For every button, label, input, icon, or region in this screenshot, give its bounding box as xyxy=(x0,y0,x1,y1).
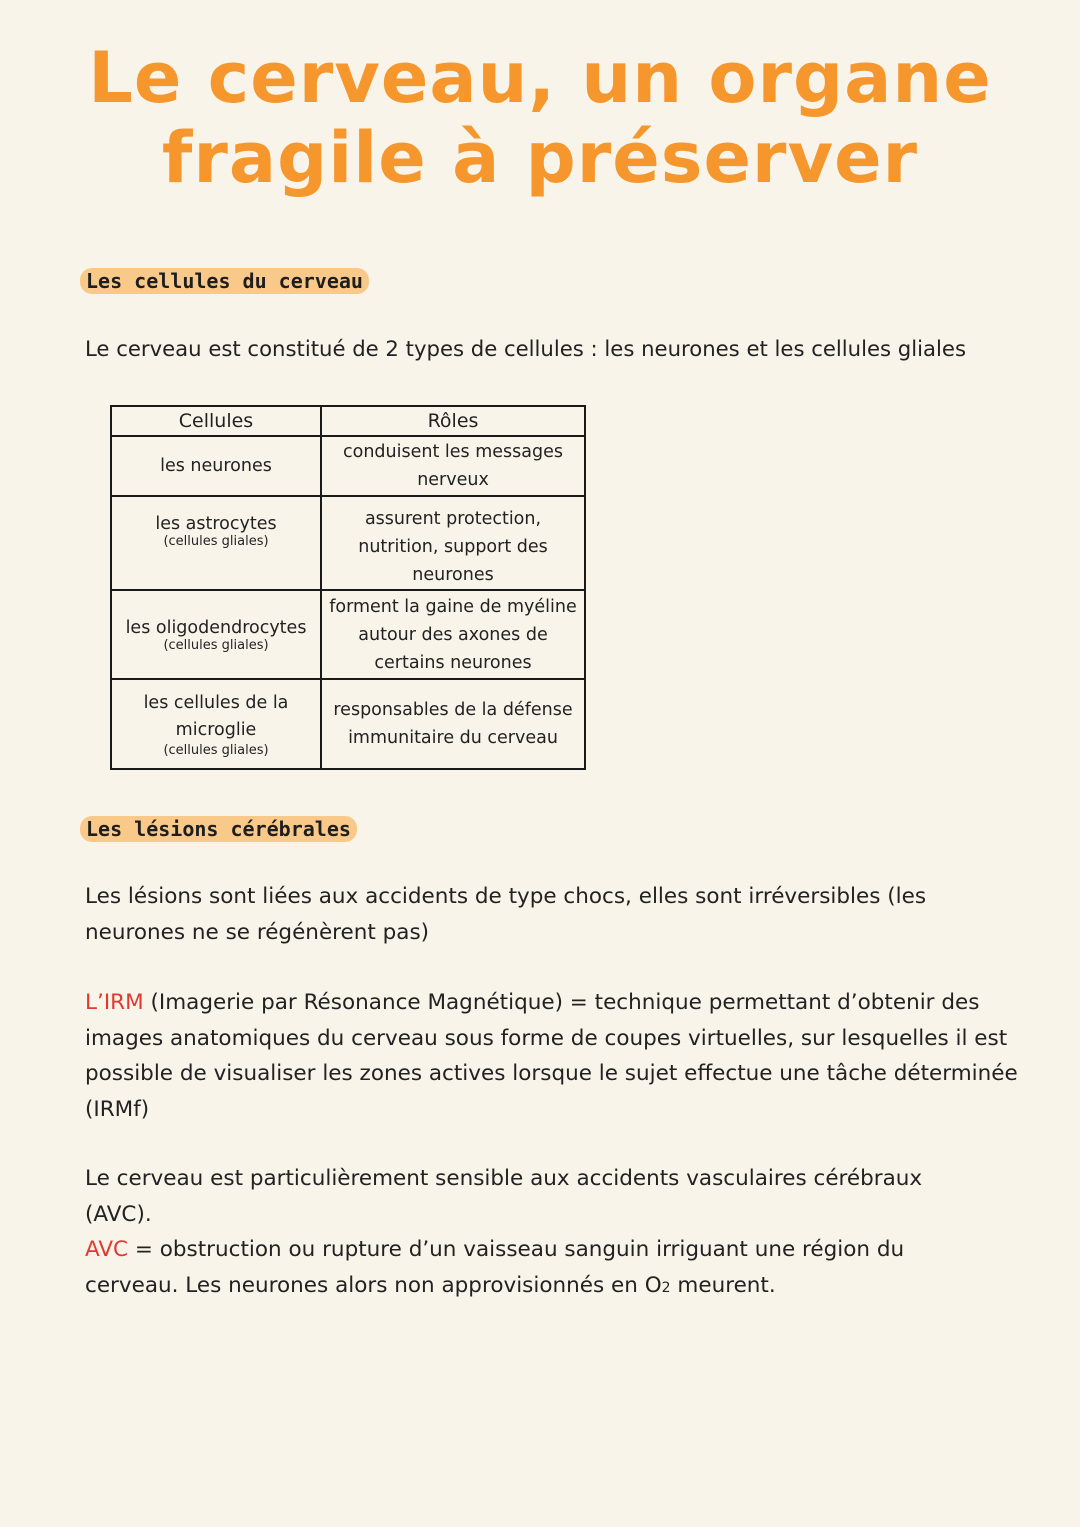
avc-paragraph xyxy=(85,1232,965,1306)
table-cell-role: forment la gaine de myéline autour des axones de certains neurones xyxy=(321,590,585,679)
irm-term: L’IRM xyxy=(85,990,144,1015)
cell-name: les astrocytes xyxy=(155,514,277,534)
irm-definition: (Imagerie par Résonance Magnétique) = technique permettant d’obtenir des images anatomiques du cerveau sous forme de coupes virtuelles, sur lesquelles il est possible de visualiser les zones actives lorsque le sujet effectue une tâche déterminée (IRMf) xyxy=(85,990,1018,1122)
cell-note: (cellules gliales) xyxy=(163,637,269,653)
title-line-1: Le cerveau, un organe xyxy=(88,37,992,119)
table-cell-name xyxy=(111,436,321,496)
table-row xyxy=(111,496,585,590)
lesions-paragraph: Les lésions sont liées aux accidents de type chocs, elles sont irréversibles (les neurones ne se régénèrent pas) xyxy=(85,884,927,945)
table-cell-role: responsables de la défense immunitaire du cerveau xyxy=(321,679,585,769)
table-cell-name xyxy=(111,679,321,769)
cell-name: les cellules de la microglie xyxy=(143,693,289,740)
cell-name: les oligodendrocytes xyxy=(125,617,307,638)
irm-paragraph xyxy=(85,985,1020,1127)
avc-intro-paragraph: Le cerveau est particulièrement sensible aux accidents vasculaires cérébraux (AVC). xyxy=(85,1166,923,1227)
section-heading-lesions: Les lésions cérébrales xyxy=(80,816,357,842)
avc-term: AVC xyxy=(85,1237,129,1262)
table-cell-role: conduisent les messages nerveux xyxy=(321,436,585,496)
cells-table xyxy=(110,405,586,770)
table-header-cells: Cellules xyxy=(111,406,321,436)
section-heading-cells: Les cellules du cerveau xyxy=(80,268,369,294)
table-header-roles: Rôles xyxy=(321,406,585,436)
table-header-row xyxy=(111,406,585,436)
table-cell-role: assurent protection, nutrition, support des neurones xyxy=(321,496,585,590)
table-row xyxy=(111,436,585,496)
table-cell-name xyxy=(111,496,321,590)
cell-note: (cellules gliales) xyxy=(163,534,269,549)
table-cell-name xyxy=(111,590,321,679)
o2-symbol: O xyxy=(644,1272,662,1298)
table-row xyxy=(111,590,585,679)
cell-name: les neurones xyxy=(160,456,272,476)
page-title xyxy=(0,38,1080,198)
table-row xyxy=(111,679,585,769)
avc-definition: = obstruction ou rupture d’un vaisseau sanguin irriguant une région du cerveau. Les neurones alors non approvisionnés en xyxy=(85,1237,905,1298)
avc-ending: meurent. xyxy=(670,1272,776,1298)
o2-subscript: 2 xyxy=(661,1279,671,1296)
cell-note: (cellules gliales) xyxy=(163,743,269,758)
title-line-2: fragile à préserver xyxy=(161,117,919,199)
intro-paragraph: Le cerveau est constitué de 2 types de cellules : les neurones et les cellules gliales xyxy=(85,336,966,361)
